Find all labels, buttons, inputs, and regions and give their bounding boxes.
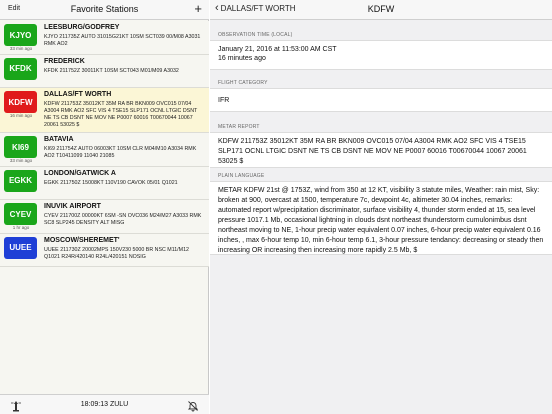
observation-time-value: January 21, 2016 at 11:53:00 AM CST — [218, 46, 337, 53]
station-metar: KFDK 211752Z 30011KT 10SM SCT043 M01/M09 A3032 — [44, 67, 179, 74]
station-row-kfdk[interactable] — [0, 55, 209, 89]
detail-title: KDFW — [367, 4, 395, 14]
station-row-egkk[interactable] — [0, 167, 209, 201]
station-row-ki69[interactable] — [0, 133, 209, 167]
left-footer-toolbar — [0, 394, 209, 414]
station-metar: KI69 211754Z AUTO 06003KT 10SM CLR M04/M10 A3034 RMK AO2 T10411099 11040 21085 — [44, 146, 197, 159]
add-station-button[interactable]: + — [194, 1, 202, 16]
station-row-cyev[interactable] — [0, 200, 209, 234]
station-id-badge: KFDK — [4, 58, 37, 80]
left-navigation-bar — [0, 0, 209, 20]
station-row-kdfw[interactable] — [0, 88, 209, 133]
station-name: INUVIK AIRPORT — [44, 203, 101, 210]
metar-report-label: METAR REPORT — [218, 124, 260, 130]
station-age: 33 min ago — [9, 158, 33, 163]
station-row-kjyo[interactable] — [0, 21, 209, 55]
station-id-badge: CYEV — [4, 203, 37, 225]
flight-category-section — [210, 88, 552, 112]
chevron-left-icon: ‹ — [215, 2, 219, 14]
station-metar: UUEE 211730Z 20002MPS 150V230 5000 BR NSC M11/M12 Q1021 R24R/420140 R24L/420151 NOSIG — [44, 246, 189, 260]
bell-slash-icon[interactable] — [187, 399, 199, 411]
detail-navigation-bar — [210, 0, 552, 20]
station-id-badge: KI69 — [4, 136, 37, 158]
left-pane-title: Favorite Stations — [70, 4, 139, 14]
observation-time-label: OBSERVATION TIME (LOCAL) — [218, 32, 293, 38]
station-list — [0, 21, 209, 267]
station-metar: KDFW 211753Z 35012KT 35M RA BR BKN009 OVC015 07/04 A3004 RMK AO2 SFC VIS 4 TSE15 SLP171 OCNL LTGIC DSNT NE TS CB DSNT NE MOV NE P0007 60016 T00670044 10067 20061 53025 $ — [44, 101, 198, 128]
station-name: LEESBURG/GODFREY — [44, 24, 120, 31]
back-button-label: DALLAS/FT WORTH — [220, 4, 296, 13]
station-detail-pane — [210, 0, 552, 414]
station-age: 1 hr ago — [12, 225, 30, 230]
station-id-badge: KDFW — [4, 91, 37, 113]
flight-category-label: FLIGHT CATEGORY — [218, 80, 268, 86]
station-name: MOSCOW/SHEREMET' — [44, 236, 120, 244]
zulu-clock: 18:09:13 ZULU — [80, 401, 129, 408]
station-name: DALLAS/FT WORTH — [44, 91, 112, 98]
station-age: 16 min ago — [9, 113, 33, 118]
station-age: 33 min ago — [9, 46, 33, 51]
edit-button[interactable]: Edit — [8, 5, 21, 12]
flight-category-value: IFR — [218, 97, 230, 104]
station-metar: EGKK 211750Z 15008KT 110V190 CAVOK 05/01 Q1021 — [44, 179, 178, 186]
station-id-badge: EGKK — [4, 170, 37, 192]
observation-time-section — [210, 40, 552, 70]
plain-language-value: METAR KDFW 21st @ 1753Z, wind from 350 at 12 KT, visibility 3 statute miles, Weather: rain mist, Sky: broken at 900, overcast at 1500, temperature 7c, dewpoint 4c, altimeter 30.04 inches, remarks: automated report w/precipitation discriminator, surface visibility 4, thunder storm ended at 15, sea level pressure 1017.1 Mb, occasional lightning in clouds dsnt northeast thunderstorm cumulonimbus dsnt northeast moving to NE, 1-hour precip water equivalent 0.07 inches, 6-hour precip water equivalent 0.16 inches, , max 6-hour temp 10, min 6-hour temp 6.1, 3-hour pressure tendancy: decreasing or steady then increasing OR increasing then increasing more rapidly 2.5 Mb, $ — [218, 187, 544, 254]
station-id-badge: UUEE — [4, 237, 37, 259]
station-id-badge: KJYO — [4, 24, 37, 46]
station-metar: KJYO 211735Z AUTO 31015G21KT 10SM SCT039 00/M08 A3031 RMK AO2 — [44, 34, 201, 47]
plain-language-section — [210, 181, 552, 255]
station-name: BATAVIA — [44, 136, 74, 143]
plain-language-label: PLAIN LANGUAGE — [218, 173, 265, 179]
station-name: FREDERICK — [44, 57, 85, 65]
favorite-stations-pane — [0, 0, 209, 414]
metar-report-value: KDFW 211753Z 35012KT 35M RA BR BKN009 OVC015 07/04 A3004 RMK AO2 SFC VIS 4 TSE15 SLP171 OCNL LTGIC DSNT NE TS CB DSNT NE MOV NE P0007 60016 T00670044 10067 20061 53025 $ — [218, 138, 527, 165]
observation-age-value: 16 minutes ago — [218, 55, 266, 62]
station-row-uuee[interactable] — [0, 234, 209, 268]
metar-report-section — [210, 132, 552, 168]
station-metar: CYEV 211700Z 00000KT 6SM -SN OVC036 M24/M27 A3033 RMK SC8 SLP245 DENSITY ALT MISG — [44, 213, 202, 226]
station-name: LONDON/GATWICK A — [44, 169, 116, 177]
